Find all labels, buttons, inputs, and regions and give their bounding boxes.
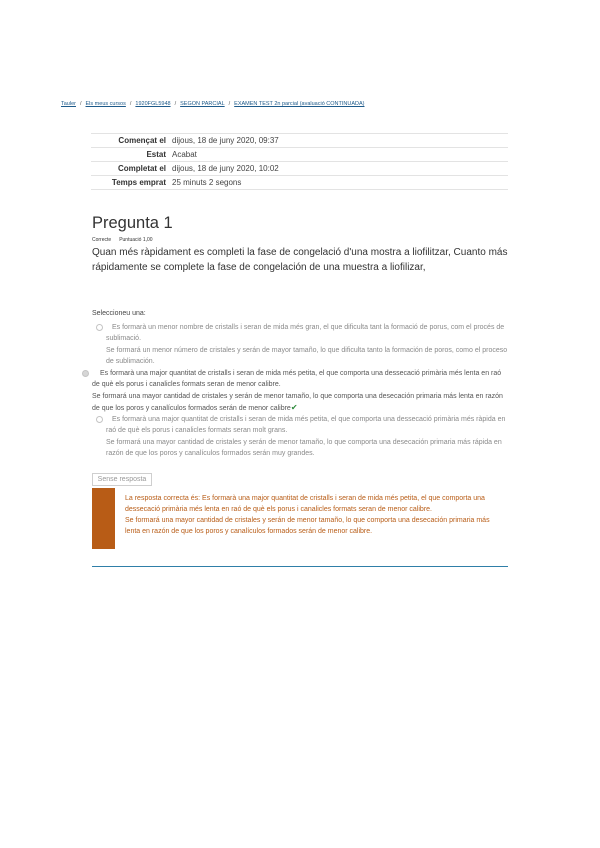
attempt-summary-table xyxy=(91,133,508,190)
breadcrumb xyxy=(61,101,541,107)
question-text: Quan més ràpidament es completi la fase de congelació d'una mostra a liofilitzar, Cuanto más rápidamente se complete la fase de congelación de una muestra a liofilizar, xyxy=(92,247,508,273)
feedback-text-es: Se formará una mayor cantidad de cristales y serán de menor tamaño, lo que comporta una desecación primaria más lenta en razón de que los poros y canalículos formados serán de menor calibre. xyxy=(125,517,490,535)
breadcrumb-my-courses[interactable]: Els meus cursos xyxy=(85,101,126,107)
answer-radio[interactable] xyxy=(96,324,103,331)
breadcrumb-section[interactable]: SEGON PARCIAL xyxy=(180,101,225,107)
feedback-text-ca: La resposta correcta és: Es formarà una major quantitat de cristalls i seran de mida més petita, el que comporta una dessecació primària més lenta en raó de què els porus i canalicles formats seran de menor calibre. xyxy=(125,495,485,513)
breadcrumb-tauler[interactable]: Tauler xyxy=(61,101,76,107)
option-text-ca: Es formarà una major quantitat de cristalls i seran de mida més petita, el que comporta una dessecació primària més ràpida en raó de què els porus i canalicles formats seran molt grans. xyxy=(106,416,506,435)
summary-label: Completat el xyxy=(91,162,169,176)
select-one-prompt: Seleccioneu una: xyxy=(92,310,146,317)
summary-row-time-taken xyxy=(91,176,508,190)
summary-row-started xyxy=(91,134,508,148)
feedback-accent-bar xyxy=(92,488,115,549)
answer-option-b[interactable] xyxy=(92,368,510,415)
breadcrumb-separator: / xyxy=(228,101,231,107)
option-text-es: Se formará un menor número de cristales y serán de mayor tamaño, lo que dificulta tanto la formación de poros, como el proceso de sublimación. xyxy=(106,346,508,366)
summary-value: dijous, 18 de juny 2020, 09:37 xyxy=(169,134,508,148)
breadcrumb-exam[interactable]: EXAMEN TEST 2n parcial (avaluació CONTINUADA) xyxy=(234,101,365,107)
correct-check-icon: ✔ xyxy=(290,403,298,413)
correct-answer-feedback xyxy=(92,488,508,549)
breadcrumb-separator: / xyxy=(79,101,82,107)
summary-value: 25 minuts 2 segons xyxy=(169,176,508,190)
question-status: Correcte xyxy=(92,237,112,243)
answer-radio[interactable] xyxy=(96,416,103,423)
option-text-ca: Es formarà una major quantitat de cristalls i seran de mida més petita, el que comporta una dessecació primària més lenta en raó de què els porus i canalicles formats seran de menor calibre. xyxy=(92,370,502,389)
breadcrumb-separator: / xyxy=(129,101,132,107)
summary-value: dijous, 18 de juny 2020, 10:02 xyxy=(169,162,508,176)
breadcrumb-course[interactable]: 1920FGL5948 xyxy=(135,101,171,107)
answer-option-a[interactable] xyxy=(106,322,510,368)
question-info xyxy=(92,237,153,243)
question-divider xyxy=(92,566,508,567)
summary-row-state xyxy=(91,148,508,162)
option-text-ca: Es formarà un menor nombre de cristalls i seran de mida més gran, el que dificulta tant la formació de porus, com el procés de sublimació. xyxy=(106,324,505,343)
question-title: Pregunta 1 xyxy=(92,214,173,232)
question-score: Puntuació 1,00 xyxy=(119,237,153,243)
option-text-es: Se formará una mayor cantidad de cristales y serán de menor tamaño, lo que comporta una desecación primaria más lenta en razón de que los poros y canalículos formados serán de menor calibre✔ xyxy=(92,392,503,413)
answer-radio-selected[interactable] xyxy=(82,370,89,377)
summary-value: Acabat xyxy=(169,148,508,162)
no-answer-button[interactable]: Sense resposta xyxy=(92,473,152,486)
feedback-text xyxy=(125,493,505,537)
summary-label: Temps emprat xyxy=(91,176,169,190)
option-text-es: Se formará una mayor cantidad de cristales y serán de menor tamaño, lo que comporta una desecación primaria más rápida en razón de que los poros y canalículos formados serán muy grandes. xyxy=(106,438,502,458)
answer-option-c[interactable] xyxy=(106,414,510,460)
summary-label: Començat el xyxy=(91,134,169,148)
summary-row-completed xyxy=(91,162,508,176)
breadcrumb-separator: / xyxy=(174,101,177,107)
summary-label: Estat xyxy=(91,148,169,162)
